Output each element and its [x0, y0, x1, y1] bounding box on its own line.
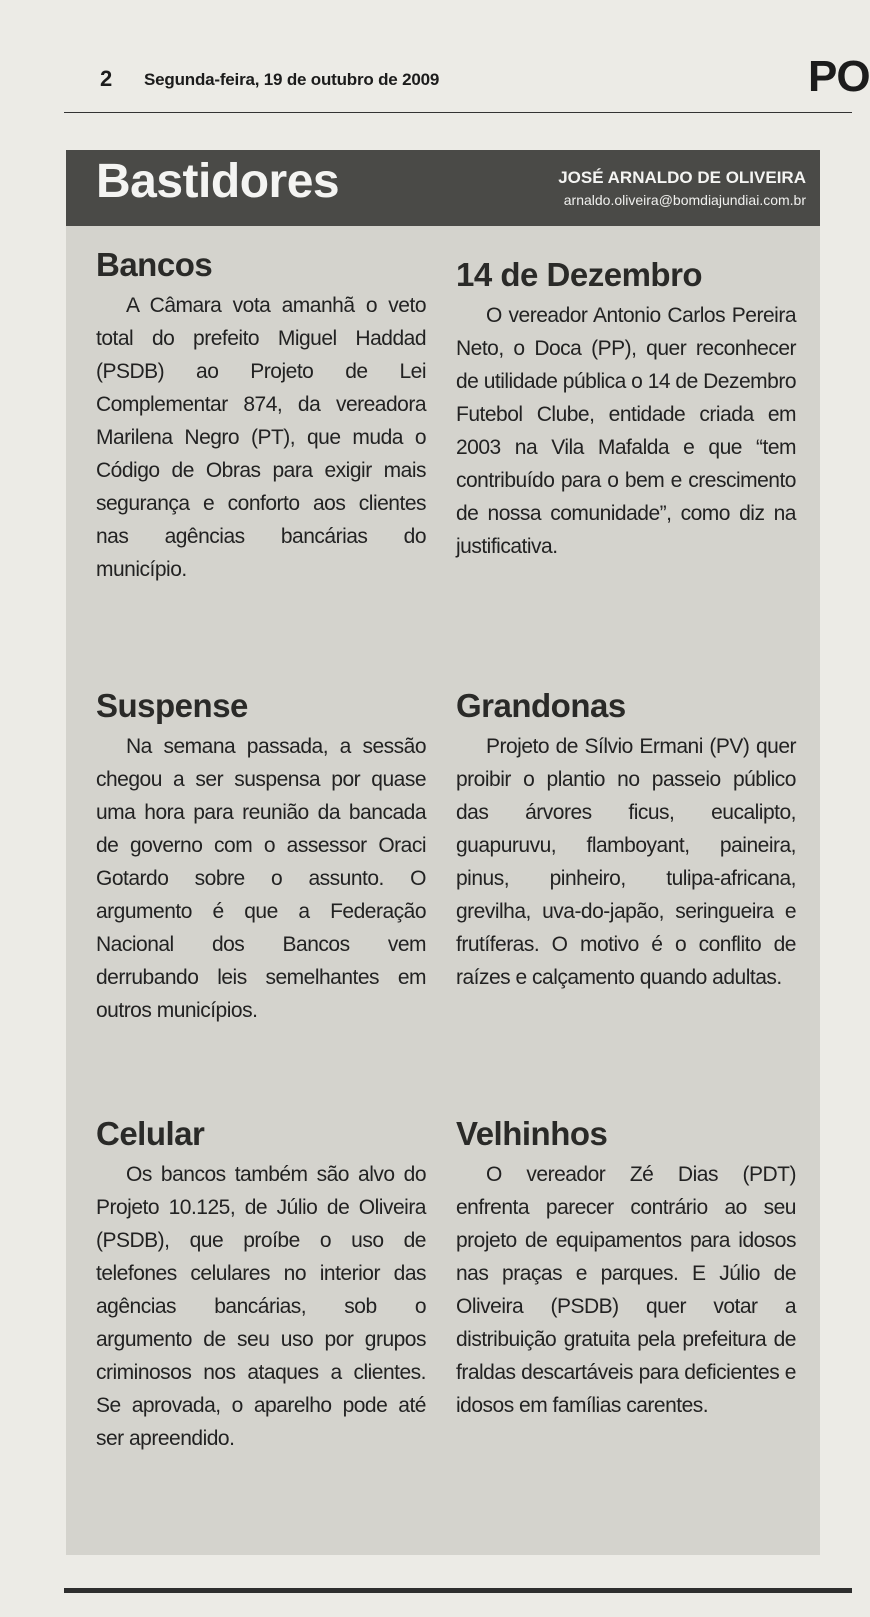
footer-rule — [64, 1588, 852, 1593]
article-celular — [96, 1114, 426, 1455]
page-number: 2 — [100, 66, 113, 91]
article-headline: Bancos — [96, 246, 213, 283]
section-name-fragment: PO — [808, 52, 870, 101]
article-headline: Grandonas — [456, 687, 626, 724]
article-body: O vereador Antonio Carlos Pereira Neto, o Doca (PP), quer reconhecer de utilidade pública o 14 de Dezembro Futebol Clube, entidade criada em 2003 na Vila Mafalda e que “tem contribuído para o bem e crescimento de nossa comunidade”, como diz na justificativa. — [456, 304, 796, 558]
article-headline: 14 de Dezembro — [456, 256, 703, 293]
article-headline: Celular — [96, 1115, 205, 1152]
article-bancos — [96, 245, 426, 586]
column-masthead — [66, 150, 820, 226]
column-title: Bastidores — [96, 155, 340, 208]
columnist-email: arnaldo.oliveira@bomdiajundiai.com.br — [563, 192, 806, 208]
header-rule — [64, 112, 852, 113]
article-body: Os bancos também são alvo do Projeto 10.125, de Júlio de Oliveira (PSDB), que proíbe o uso de telefones celulares no interior das agências bancárias, sob o argumento de seu uso por grupos criminosos nos ataques a clientes. Se aprovada, o aparelho pode até ser apreendido. — [96, 1163, 426, 1450]
article-body: A Câmara vota amanhã o veto total do prefeito Miguel Haddad (PSDB) ao Projeto de Lei Complementar 874, da vereadora Marilena Negro (PT), que muda o Código de Obras para exigir mais segurança e conforto aos clientes nas agências bancárias do município. — [96, 294, 426, 581]
article-headline: Velhinhos — [456, 1115, 608, 1152]
columnist-name: JOSÉ ARNALDO DE OLIVEIRA — [558, 168, 806, 187]
article-body: Na semana passada, a sessão chegou a ser suspensa por quase uma hora para reunião da bancada de governo com o assessor Oraci Gotardo sobre o assunto. O argumento é que a Federação Nacional dos Bancos vem derrubando leis semelhantes em outros municípios. — [96, 735, 426, 1022]
article-body: Projeto de Sílvio Ermani (PV) quer proibir o plantio no passeio público das árvores ficus, eucalipto, guapuruvu, flamboyant, paineira, pinus, pinheiro, tulipa-africana, grevilha, uva-do-japão, seringueira e frutíferas. O motivo é o conflito de raízes e calçamento quando adultas. — [456, 735, 796, 989]
article-14-de-dezembro — [456, 255, 796, 563]
article-headline: Suspense — [96, 687, 248, 724]
article-suspense — [96, 686, 426, 1027]
article-body: O vereador Zé Dias (PDT) enfrenta parecer contrário ao seu projeto de equipamentos para idosos nas praças e parques. E Júlio de Oliveira (PSDB) quer votar a distribuição gratuita pela prefeitura de fraldas descartáveis para deficientes e idosos em famílias carentes. — [456, 1163, 796, 1417]
issue-date: Segunda-feira, 19 de outubro de 2009 — [144, 70, 440, 89]
article-velhinhos — [456, 1114, 796, 1422]
article-grandonas — [456, 686, 796, 994]
